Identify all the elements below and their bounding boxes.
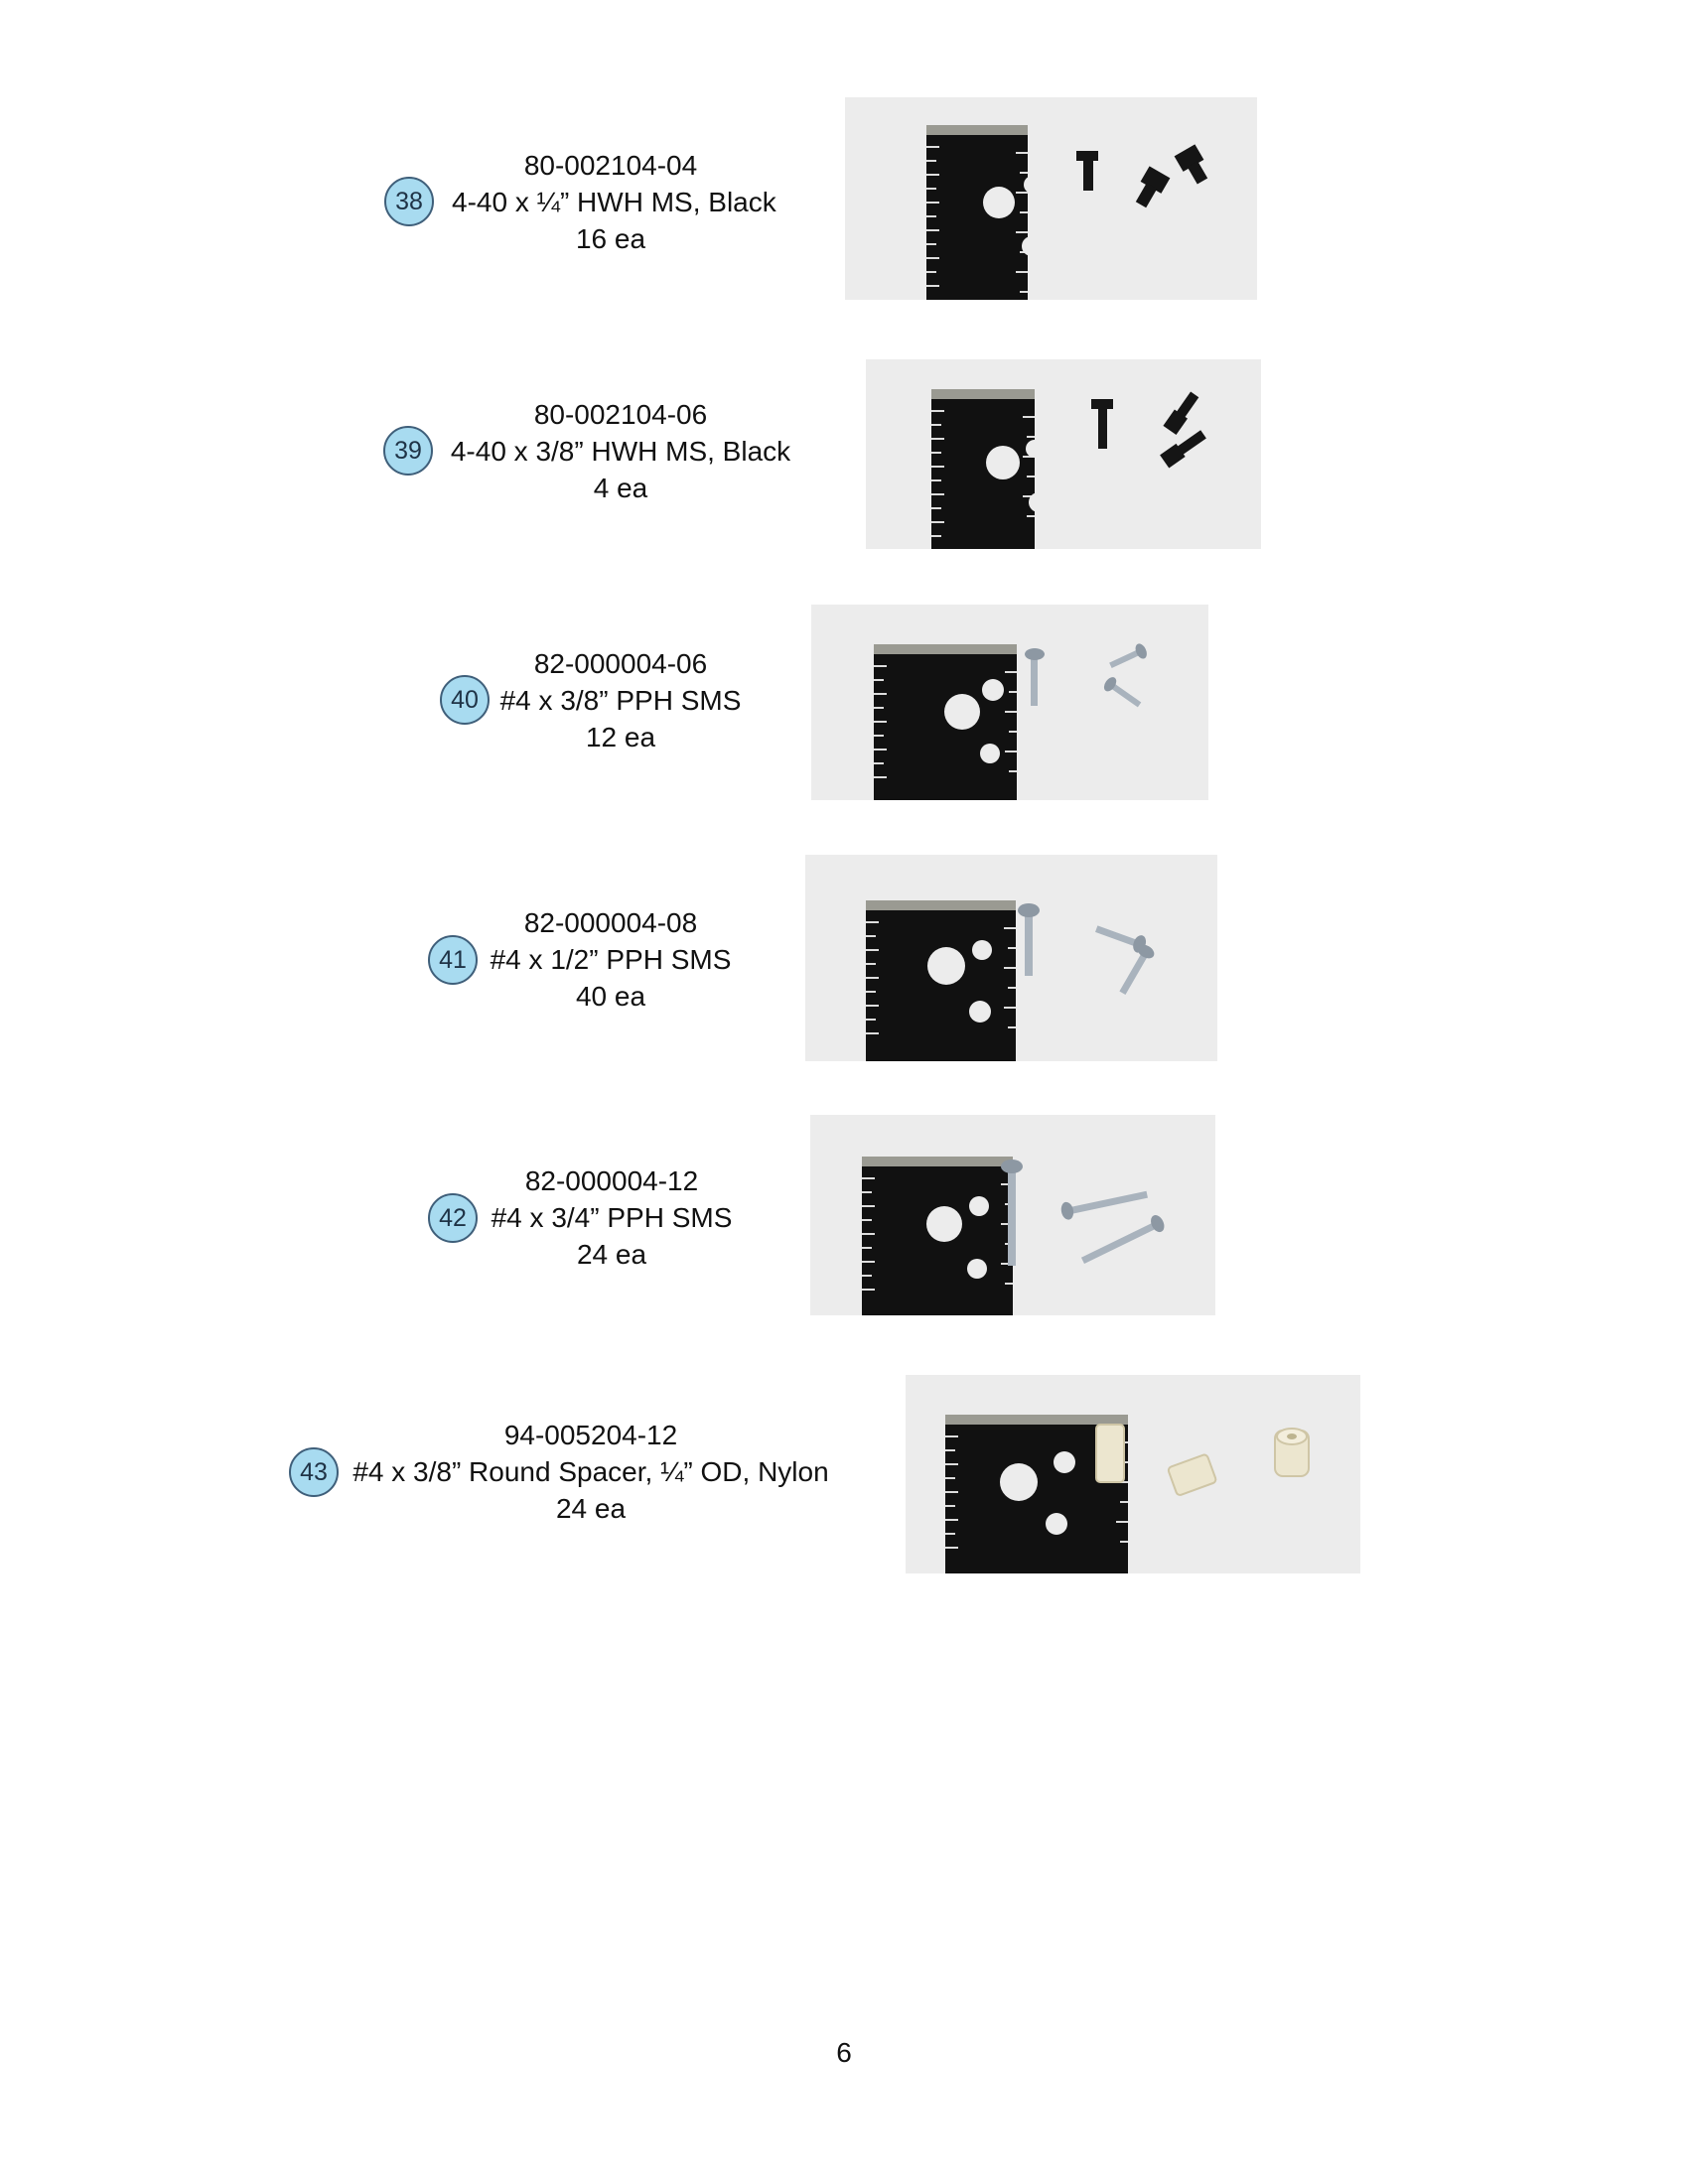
page-number: 6 bbox=[836, 2037, 852, 2068]
part-description: 4-40 x ¼” HWH MS, Black bbox=[452, 187, 776, 217]
item-text bbox=[348, 1417, 834, 1527]
callout-badge: 39 bbox=[383, 426, 433, 476]
part-number: 82-000004-08 bbox=[523, 907, 698, 938]
part-quantity: 16 ea bbox=[575, 223, 646, 254]
callout-badge: 38 bbox=[384, 177, 434, 226]
part-photo bbox=[866, 359, 1261, 549]
callout-badge: 41 bbox=[428, 935, 478, 985]
part-photo bbox=[805, 855, 1217, 1061]
part-quantity: 40 ea bbox=[575, 981, 646, 1012]
part-number: 82-000004-06 bbox=[533, 648, 708, 679]
part-quantity: 24 ea bbox=[555, 1493, 627, 1524]
part-number: 80-002104-04 bbox=[523, 150, 698, 181]
callout-badge: 43 bbox=[289, 1447, 339, 1497]
item-text bbox=[462, 904, 760, 1015]
item-text bbox=[463, 1162, 761, 1273]
part-photo bbox=[845, 97, 1257, 300]
part-description: #4 x 3/4” PPH SMS bbox=[491, 1202, 733, 1233]
part-description: 4-40 x 3/8” HWH MS, Black bbox=[450, 436, 791, 467]
part-number: 94-005204-12 bbox=[503, 1420, 678, 1450]
part-description: #4 x 1/2” PPH SMS bbox=[490, 944, 732, 975]
part-quantity: 24 ea bbox=[576, 1239, 647, 1270]
callout-badge: 42 bbox=[428, 1193, 478, 1243]
part-number: 80-002104-06 bbox=[533, 399, 708, 430]
part-photo bbox=[906, 1375, 1360, 1573]
item-text bbox=[447, 396, 794, 506]
part-quantity: 4 ea bbox=[593, 473, 648, 503]
part-number: 82-000004-12 bbox=[524, 1165, 699, 1196]
part-description: #4 x 3/8” Round Spacer, ¼” OD, Nylon bbox=[352, 1456, 829, 1487]
item-text bbox=[472, 645, 770, 755]
part-quantity: 12 ea bbox=[585, 722, 656, 752]
callout-badge: 40 bbox=[440, 675, 490, 725]
part-photo bbox=[810, 1115, 1215, 1315]
part-description: #4 x 3/8” PPH SMS bbox=[499, 685, 742, 716]
item-text bbox=[452, 147, 776, 257]
part-photo bbox=[811, 605, 1208, 800]
